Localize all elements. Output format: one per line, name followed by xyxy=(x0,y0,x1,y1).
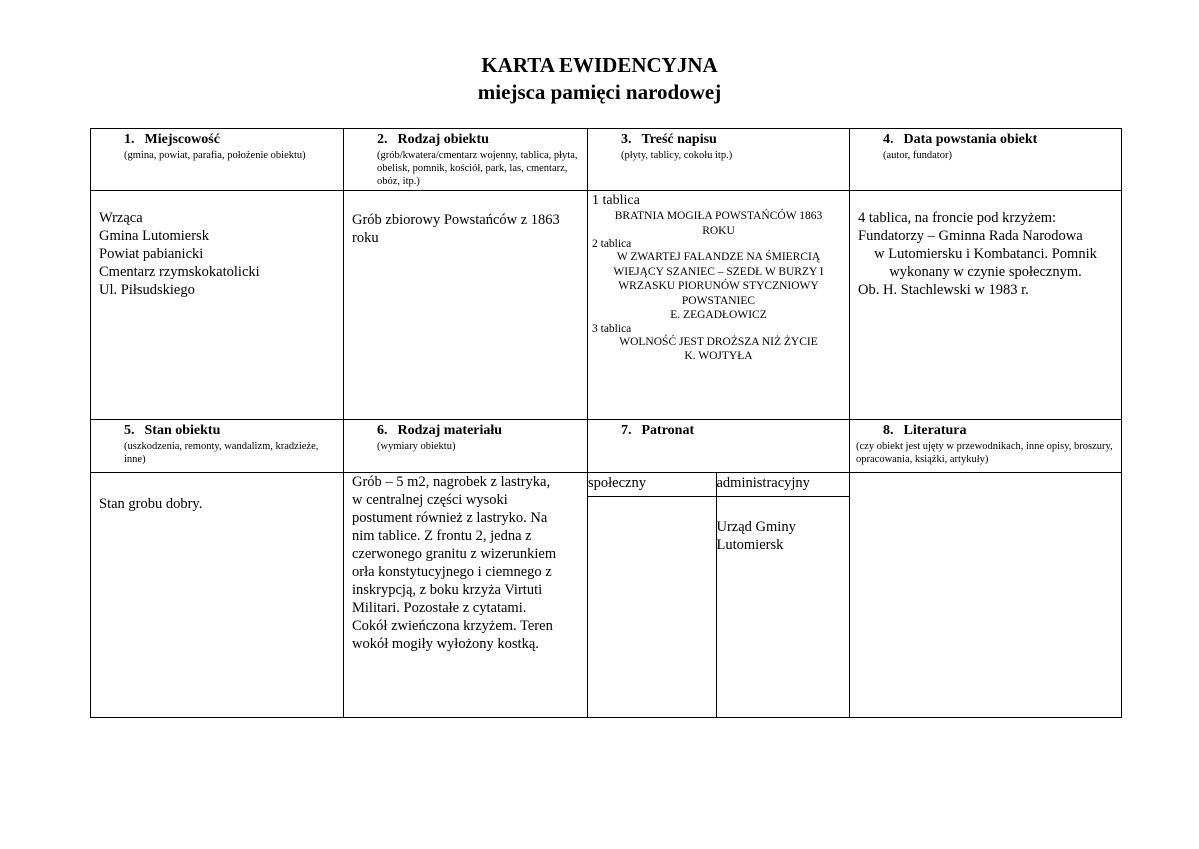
inscription-line: WOLNOŚĆ JEST DROŻSZA NIŻ ŻYCIE xyxy=(619,335,818,348)
condition-cell xyxy=(91,473,344,718)
content-row-top xyxy=(91,191,1122,420)
creation-line: 4 tablica, na froncie pod krzyżem: xyxy=(858,210,1057,226)
inscription-line: E. ZEGADŁOWICZ xyxy=(670,309,767,321)
material-cell xyxy=(344,473,588,718)
header-sub-2: (grób/kwatera/cmentarz wojenny, tablica, płyta, obelisk, pomnik, kościół, park, las, cmentarz, obóz, itp.) xyxy=(377,150,578,187)
header-title-3: Treść napisu xyxy=(641,132,717,147)
literature-cell xyxy=(850,473,1122,718)
header-cell-5: 5. Stan obiektu (uszkodzenia, remonty, wandalizm, kradzieże, inne) xyxy=(91,420,344,473)
header-cell-2: 2. Rodzaj obiektu (grób/kwatera/cmentarz wojenny, tablica, płyta, obelisk, pomnik, kościół, park, las, cmentarz, obóz, itp.) xyxy=(344,129,588,191)
inscription-line: BRATNIA MOGIŁA POWSTAŃCÓW 1863 xyxy=(614,210,823,222)
patronage-table xyxy=(588,473,849,717)
header-sub-3: (płyty, tablicy, cokołu itp.) xyxy=(621,150,733,161)
header-title-8: Literatura xyxy=(903,423,967,438)
material-line: Grób – 5 m2, nagrobek z lastryka, xyxy=(352,474,551,490)
header-cell-4: 4. Data powstania obiekt (autor, fundator) xyxy=(850,129,1122,191)
material-line: czerwonego granitu z wizerunkiem xyxy=(352,546,557,562)
patronage-cell xyxy=(588,473,850,718)
creation-line: Ob. H. Stachlewski w 1983 r. xyxy=(858,282,1029,298)
location-line: Wrząca xyxy=(99,210,143,226)
patronage-admin-line: Lutomiersk xyxy=(716,537,784,553)
inscription-label-1: 1 tablica xyxy=(592,193,640,208)
inscription-line: POWSTANIEC xyxy=(681,294,756,307)
material-line: nim tablice. Z frontu 2, jedna z xyxy=(352,528,532,544)
patronage-col-admin: administracyjny xyxy=(716,473,849,497)
creation-line: w Lutomiersku i Kombatanci. Pomnik xyxy=(874,246,1097,262)
header-cell-3: 3. Treść napisu (płyty, tablicy, cokołu itp.) xyxy=(588,129,850,191)
material-line: Cokół zwieńczona krzyżem. Teren xyxy=(352,618,553,634)
header-sub-5: (uszkodzenia, remonty, wandalizm, kradzieże, inne) xyxy=(124,441,319,465)
header-cell-6: 6. Rodzaj materiału (wymiary obiektu) xyxy=(344,420,588,473)
header-title-4: Data powstania obiekt xyxy=(903,132,1038,147)
inscription-label-2: 2 tablica xyxy=(592,238,632,250)
creation-line: wykonany w czynie społecznym. xyxy=(889,264,1082,280)
material-line: w centralnej części wysoki xyxy=(352,492,508,508)
header-sub-1: (gmina, powiat, parafia, położenie obiektu) xyxy=(124,150,306,161)
material-line: inskrypcją, z boku krzyża Virtuti xyxy=(352,582,543,598)
header-cell-7: 7. Patronat xyxy=(588,420,850,473)
record-card-table xyxy=(90,128,1122,718)
patronage-admin-value xyxy=(716,497,849,718)
document-title: KARTA EWIDENCYJNA xyxy=(481,53,718,77)
inscription-line: ROKU xyxy=(702,224,735,237)
location-line: Powiat pabianicki xyxy=(99,246,204,262)
patronage-social-value xyxy=(588,497,716,718)
header-title-2: Rodzaj obiektu xyxy=(397,132,489,147)
header-sub-4: (autor, fundator) xyxy=(883,150,952,161)
inscription-line: K. WOJTYŁA xyxy=(684,350,753,362)
header-title-6: Rodzaj materiału xyxy=(397,423,503,438)
header-title-1: Miejscowość xyxy=(144,132,220,147)
patronage-admin-line: Urząd Gminy xyxy=(716,519,796,535)
material-line: wokół mogiły wyłożony kostką. xyxy=(352,636,539,652)
content-row-bottom xyxy=(91,473,1122,718)
location-line: Gmina Lutomiersk xyxy=(99,228,209,244)
header-row-top xyxy=(91,129,1122,191)
inscription-line: WRZASKU PIORUNÓW STYCZNIOWY xyxy=(618,280,819,292)
location-line: Ul. Piłsudskiego xyxy=(99,282,195,298)
object-type-text: Grób zbiorowy Powstańców z 1863 roku xyxy=(352,212,560,246)
location-cell xyxy=(91,191,344,420)
inscription-label-3: 3 tablica xyxy=(592,322,632,335)
header-title-5: Stan obiektu xyxy=(144,423,221,438)
material-line: Militari. Pozostałe z cytatami. xyxy=(352,600,527,616)
material-line: postument również z lastryko. Na xyxy=(352,510,548,526)
header-cell-1: 1. Miejscowość (gmina, powiat, parafia, położenie obiektu) xyxy=(91,129,344,191)
inscription-line: W ZWARTEJ FALANDZE NA ŚMIERCIĄ xyxy=(616,251,821,263)
header-sub-8: (czy obiekt jest ujęty w przewodnikach, inne opisy, broszury, opracowania, książki, artykuły) xyxy=(856,441,1113,465)
creation-line: Fundatorzy – Gminna Rada Narodowa xyxy=(858,228,1083,244)
header-cell-8: 8. Literatura (czy obiekt jest ujęty w przewodnikach, inne opisy, broszury, opracowania, książki, artykuły) xyxy=(850,420,1122,473)
location-line: Cmentarz rzymskokatolicki xyxy=(99,264,260,280)
object-type-cell xyxy=(344,191,588,420)
header-sub-6: (wymiary obiektu) xyxy=(377,441,456,452)
header-row-bottom xyxy=(91,420,1122,473)
inscription-cell xyxy=(588,191,850,420)
material-line: orła konstytucyjnego i ciemnego z xyxy=(352,564,552,580)
condition-text: Stan grobu dobry. xyxy=(99,496,203,512)
header-title-7: Patronat xyxy=(641,423,695,438)
document-subtitle: miejsca pamięci narodowej xyxy=(477,80,722,104)
inscription-line: WIEJĄCY SZANIEC – SZEDŁ W BURZY I xyxy=(613,265,824,278)
creation-cell xyxy=(850,191,1122,420)
patronage-col-social: społeczny xyxy=(588,473,716,497)
